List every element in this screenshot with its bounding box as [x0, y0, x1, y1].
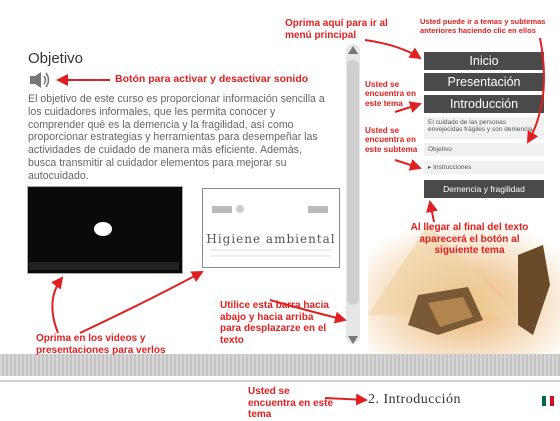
annotation-scroll: Utilice esta barra hacia abajo y hacia arriba para desplazarze en el texto: [220, 300, 329, 346]
video-controls-bar[interactable]: [29, 262, 179, 270]
menu-subitem-instrucciones[interactable]: ▸ Instrucciones: [424, 161, 544, 174]
menu-button-inicio[interactable]: Inicio: [424, 52, 544, 70]
menu-button-presentacion[interactable]: Presentación: [424, 73, 544, 91]
annotation-footer-tema: Usted se encuentra en este tema: [248, 386, 334, 420]
menu-button-demencia[interactable]: Demencia y fragilidad: [424, 180, 544, 198]
speaker-icon[interactable]: [28, 70, 52, 90]
menu-button-introduccion[interactable]: Introducción: [424, 95, 544, 113]
current-topic-label: 2. Introducción: [368, 392, 462, 407]
annotation-sonido: Botón para activar y desactivar sonido: [115, 73, 309, 85]
footer-divider: [0, 380, 560, 382]
play-icon[interactable]: [94, 222, 112, 236]
annotation-final-texto: Al llegar al final del texto aparecerá el botón al siguiente tema: [410, 222, 529, 256]
annotation-videos: Oprima en los videos y presentaciones para verlos: [36, 333, 166, 356]
page-title: Objetivo: [28, 50, 84, 67]
presentation-logos-icon: [204, 192, 338, 264]
footer-band: [0, 354, 560, 376]
annotation-tema: Usted se encuentra en este tema: [365, 80, 416, 108]
menu-subitem-instrucciones-label: Instrucciones: [433, 164, 472, 171]
annotation-menu-principal: Oprima aquí para ir al menú principal: [285, 18, 388, 41]
annotation-temas-anteriores: Usted puede ir a temas y subtemas anteriores haciendo clic en ellos: [420, 17, 546, 35]
scroll-down-arrow-icon[interactable]: [348, 336, 358, 344]
menu-subitem-objetivo[interactable]: Objetivo: [424, 143, 544, 156]
menu-subitem-cuidado[interactable]: El cuidado de las personas envejecidas frágiles y con demencia: [424, 117, 544, 139]
annotation-subtema: Usted se encuentra en este subtema: [365, 126, 418, 154]
scrollbar-thumb[interactable]: [347, 60, 359, 305]
mexico-flag-icon: [542, 396, 554, 406]
presentation-title[interactable]: Higiene ambiental: [206, 232, 336, 246]
scroll-up-arrow-icon[interactable]: [348, 46, 358, 54]
objective-text: El objetivo de este curso es proporcionar información sencilla a los cuidadores informales, que les permita conocer y comprender qué es la demencia y la fragilidad, así como proporcionar estrategias y herramientas para desempeñar las actividades de cuidado de manera más eficiente. Además, busca transmitir al cuidador elementos para mejorar su autocuidado.: [28, 93, 325, 182]
